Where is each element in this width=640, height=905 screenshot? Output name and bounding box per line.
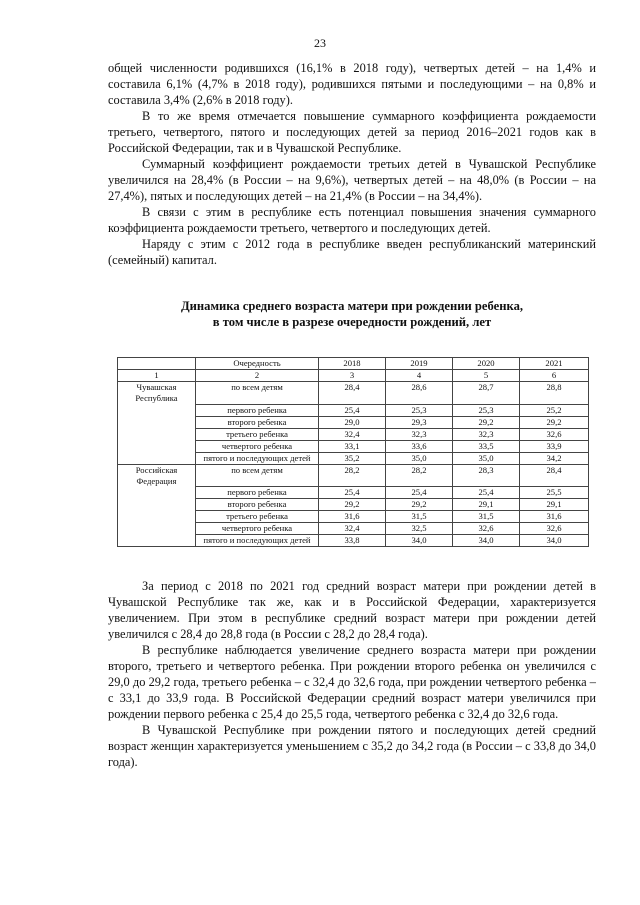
region-cell bbox=[118, 440, 196, 452]
value-cell: 25,3 bbox=[386, 404, 453, 416]
value-cell: 25,5 bbox=[520, 487, 589, 499]
value-cell: 33,9 bbox=[520, 440, 589, 452]
value-cell: 34,2 bbox=[520, 452, 589, 464]
table-row bbox=[118, 440, 589, 452]
region-cell bbox=[118, 511, 196, 523]
value-cell: 35,2 bbox=[319, 452, 386, 464]
value-cell: 32,5 bbox=[386, 523, 453, 535]
table-row bbox=[118, 499, 589, 511]
table-row bbox=[118, 511, 589, 523]
value-cell: 29,1 bbox=[453, 499, 520, 511]
value-cell: 34,0 bbox=[453, 535, 520, 547]
value-cell: 25,4 bbox=[319, 487, 386, 499]
value-cell: 33,5 bbox=[453, 440, 520, 452]
region-cell bbox=[118, 487, 196, 499]
value-cell: 29,3 bbox=[386, 416, 453, 428]
paragraph: За период с 2018 по 2021 год средний возраст матери при рождении детей в Чувашской Республике так же, как и в Российской Федерации, характеризуется увеличением. При этом в республике средний возраст матери при рождении детей увеличился с 28,4 до 28,8 года (в России с 28,2 до 28,4 года). bbox=[108, 579, 596, 641]
value-cell: 32,6 bbox=[453, 523, 520, 535]
col-number: 6 bbox=[520, 370, 589, 382]
col-number: 3 bbox=[319, 370, 386, 382]
value-cell: 28,7 bbox=[453, 382, 520, 405]
value-cell: 29,2 bbox=[319, 499, 386, 511]
value-cell: 32,4 bbox=[319, 428, 386, 440]
value-cell: 31,5 bbox=[453, 511, 520, 523]
birth-order-label: второго ребенка bbox=[196, 499, 319, 511]
value-cell: 31,5 bbox=[386, 511, 453, 523]
table-numbering-row bbox=[118, 370, 589, 382]
value-cell: 28,8 bbox=[520, 382, 589, 405]
paragraph: В связи с этим в республике есть потенциал повышения значения суммарного коэффициента рождаемости третьего, четвертого и последующих детей. bbox=[108, 205, 596, 235]
region-cell: Чувашская Республика bbox=[118, 382, 196, 405]
header-year-2021: 2021 bbox=[520, 358, 589, 370]
table-row bbox=[118, 428, 589, 440]
birth-order-label: третьего ребенка bbox=[196, 428, 319, 440]
value-cell: 28,3 bbox=[453, 464, 520, 487]
page-number: 23 bbox=[314, 36, 326, 50]
region-cell bbox=[118, 428, 196, 440]
birth-order-label: третьего ребенка bbox=[196, 511, 319, 523]
value-cell: 29,2 bbox=[520, 416, 589, 428]
table-title bbox=[108, 298, 596, 330]
value-cell: 33,1 bbox=[319, 440, 386, 452]
header-year-2018: 2018 bbox=[319, 358, 386, 370]
col-number: 1 bbox=[118, 370, 196, 382]
col-number: 5 bbox=[453, 370, 520, 382]
region-cell bbox=[118, 499, 196, 511]
region-cell bbox=[118, 535, 196, 547]
value-cell: 31,6 bbox=[319, 511, 386, 523]
paragraphs-bottom bbox=[108, 578, 596, 770]
birth-order-label: первого ребенка bbox=[196, 404, 319, 416]
birth-order-label: пятого и последующих детей bbox=[196, 535, 319, 547]
paragraph: В то же время отмечается повышение суммарного коэффициента рождаемости третьего, четвертого, пятого и последующих детей за период 2016–2021 годов как в Российской Федерации, так и в Чувашской Республике. bbox=[108, 109, 596, 155]
birth-order-label: по всем детям bbox=[196, 464, 319, 487]
table-row bbox=[118, 523, 589, 535]
value-cell: 32,6 bbox=[520, 523, 589, 535]
value-cell: 28,4 bbox=[520, 464, 589, 487]
value-cell: 29,1 bbox=[520, 499, 589, 511]
table-row bbox=[118, 404, 589, 416]
value-cell: 34,0 bbox=[520, 535, 589, 547]
age-table bbox=[117, 357, 589, 547]
value-cell: 25,3 bbox=[453, 404, 520, 416]
table-row bbox=[118, 464, 589, 487]
header-region-cell bbox=[118, 358, 196, 370]
value-cell: 28,6 bbox=[386, 382, 453, 405]
table-header-row bbox=[118, 358, 589, 370]
value-cell: 29,2 bbox=[386, 499, 453, 511]
value-cell: 25,4 bbox=[453, 487, 520, 499]
table-row bbox=[118, 487, 589, 499]
col-number: 4 bbox=[386, 370, 453, 382]
value-cell: 28,2 bbox=[319, 464, 386, 487]
birth-order-label: пятого и последующих детей bbox=[196, 452, 319, 464]
paragraph: В Чувашской Республике при рождении пятого и последующих детей средний возраст женщин характеризуется уменьшением с 35,2 до 34,2 года (в России – с 33,8 до 34,0 года). bbox=[108, 723, 596, 769]
table-row bbox=[118, 416, 589, 428]
birth-order-label: четвертого ребенка bbox=[196, 440, 319, 452]
paragraph: В республике наблюдается увеличение среднего возраста матери при рождении второго, третьего и четвертого ребенка. При рождении второго ребенка он увеличился с 29,0 до 29,2 года, третьего ребенка – с 32,4 до 32,6 года, при рождении четвертого ребенка – с 33,1 до 33,9 года. В Российской Федерации средний возраст матери увеличился при рождении первого ребенка с 25,4 до 25,5 года, четвертого ребенка с 32,4 до 32,6 года. bbox=[108, 643, 596, 721]
value-cell: 29,2 bbox=[453, 416, 520, 428]
paragraph: Наряду с этим с 2012 года в республике введен республиканский материнский (семейный) капитал. bbox=[108, 237, 596, 267]
col-number: 2 bbox=[196, 370, 319, 382]
header-year-2020: 2020 bbox=[453, 358, 520, 370]
value-cell: 32,3 bbox=[386, 428, 453, 440]
age-table-body bbox=[118, 358, 589, 547]
table-row bbox=[118, 535, 589, 547]
value-cell: 25,2 bbox=[520, 404, 589, 416]
value-cell: 33,6 bbox=[386, 440, 453, 452]
header-year-2019: 2019 bbox=[386, 358, 453, 370]
value-cell: 25,4 bbox=[319, 404, 386, 416]
paragraph: Суммарный коэффициент рождаемости третьих детей в Чувашской Республике увеличился на 28,4% (в России – на 9,6%), четвертых детей – на 48,0% (в России – на 27,4%), пятых и последующих детей – на 21,4% (в России – на 34,4%). bbox=[108, 157, 596, 203]
table-row bbox=[118, 382, 589, 405]
region-cell bbox=[118, 452, 196, 464]
paragraph: общей численности родившихся (16,1% в 2018 году), четвертых детей – на 1,4% и составила 6,1% (4,7% в 2018 году), родившихся пятыми и последующими – на 0,8% и составила 3,4% (2,6% в 2018 году). bbox=[108, 61, 596, 107]
value-cell: 35,0 bbox=[453, 452, 520, 464]
table-title-line2: в том числе в разрезе очередности рождений, лет bbox=[212, 315, 492, 329]
value-cell: 29,0 bbox=[319, 416, 386, 428]
value-cell: 28,4 bbox=[319, 382, 386, 405]
value-cell: 28,2 bbox=[386, 464, 453, 487]
region-cell bbox=[118, 416, 196, 428]
region-cell bbox=[118, 404, 196, 416]
birth-order-label: второго ребенка bbox=[196, 416, 319, 428]
region-cell: Российская Федерация bbox=[118, 464, 196, 487]
value-cell: 35,0 bbox=[386, 452, 453, 464]
value-cell: 34,0 bbox=[386, 535, 453, 547]
value-cell: 32,4 bbox=[319, 523, 386, 535]
paragraphs-top bbox=[108, 60, 596, 268]
header-order-cell: Очередность bbox=[196, 358, 319, 370]
birth-order-label: первого ребенка bbox=[196, 487, 319, 499]
value-cell: 33,8 bbox=[319, 535, 386, 547]
table-row bbox=[118, 452, 589, 464]
birth-order-label: по всем детям bbox=[196, 382, 319, 405]
table-title-line1: Динамика среднего возраста матери при рождении ребенка, bbox=[180, 299, 524, 313]
region-cell bbox=[118, 523, 196, 535]
value-cell: 32,6 bbox=[520, 428, 589, 440]
birth-order-label: четвертого ребенка bbox=[196, 523, 319, 535]
value-cell: 32,3 bbox=[453, 428, 520, 440]
value-cell: 25,4 bbox=[386, 487, 453, 499]
value-cell: 31,6 bbox=[520, 511, 589, 523]
